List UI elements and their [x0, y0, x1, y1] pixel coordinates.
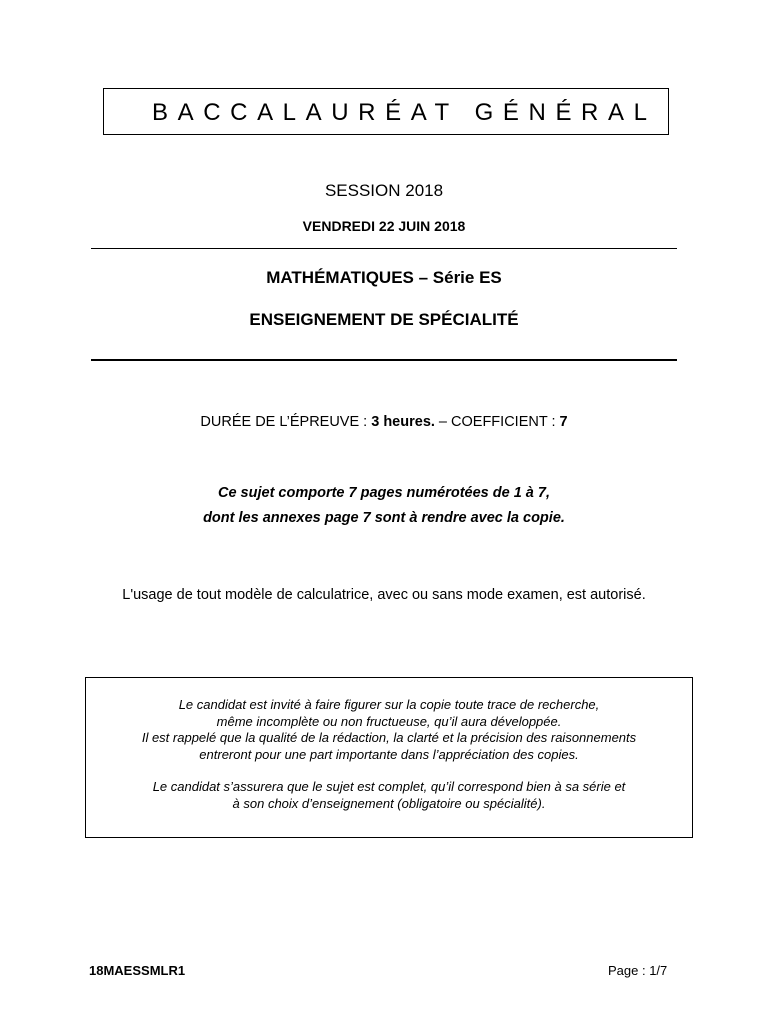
session-label: SESSION 2018 [324, 181, 444, 200]
notice-box [85, 677, 693, 838]
notice-p1-line4: entreront pour une part importante dans l’appréciation des copies. [199, 746, 579, 762]
notice-p1-line3: Il est rappelé que la qualité de la rédaction, la clarté et la précision des raisonnements [141, 730, 637, 745]
duration-label: DURÉE DE L’ÉPREUVE : [200, 414, 372, 430]
title-box [103, 88, 669, 135]
specialty-title: ENSEIGNEMENT DE SPÉCIALITÉ [249, 310, 519, 329]
notice-p1-line2: même incomplète ou non fructueuse, qu’il aura développée. [216, 713, 562, 729]
calculator-note: L'usage de tout modèle de calculatrice, avec ou sans mode examen, est autorisé. [122, 587, 646, 603]
exam-title: BACCALAURÉAT GÉNÉRAL [152, 99, 657, 126]
pages-info-line1: Ce sujet comporte 7 pages numérotées de 1 à 7, [217, 485, 550, 501]
duration-value: 3 heures. [371, 414, 435, 430]
notice-p1-line1: Le candidat est invité à faire figurer sur la copie toute trace de recherche, [178, 697, 600, 712]
duration-line [0, 414, 768, 430]
coefficient-label: – COEFFICIENT : [434, 414, 560, 430]
notice-p2-line2: à son choix d’enseignement (obligatoire ou spécialité). [232, 795, 546, 811]
pages-info-line2: dont les annexes page 7 sont à rendre avec la copie. [203, 510, 565, 526]
notice-p2-line1: Le candidat s’assurera que le sujet est complet, qu’il correspond bien à sa série et [152, 779, 626, 794]
notice-text [86, 697, 692, 812]
subject-title: MATHÉMATIQUES – Série ES [266, 268, 502, 287]
divider-top [91, 248, 677, 249]
pages-info [0, 481, 768, 531]
subject-code: 18MAESSMLR1 [89, 963, 186, 978]
exam-date: VENDREDI 22 JUIN 2018 [302, 218, 466, 234]
coefficient-value: 7 [559, 414, 568, 430]
page-number: Page : 1/7 [608, 963, 668, 978]
divider-bottom [91, 359, 677, 361]
